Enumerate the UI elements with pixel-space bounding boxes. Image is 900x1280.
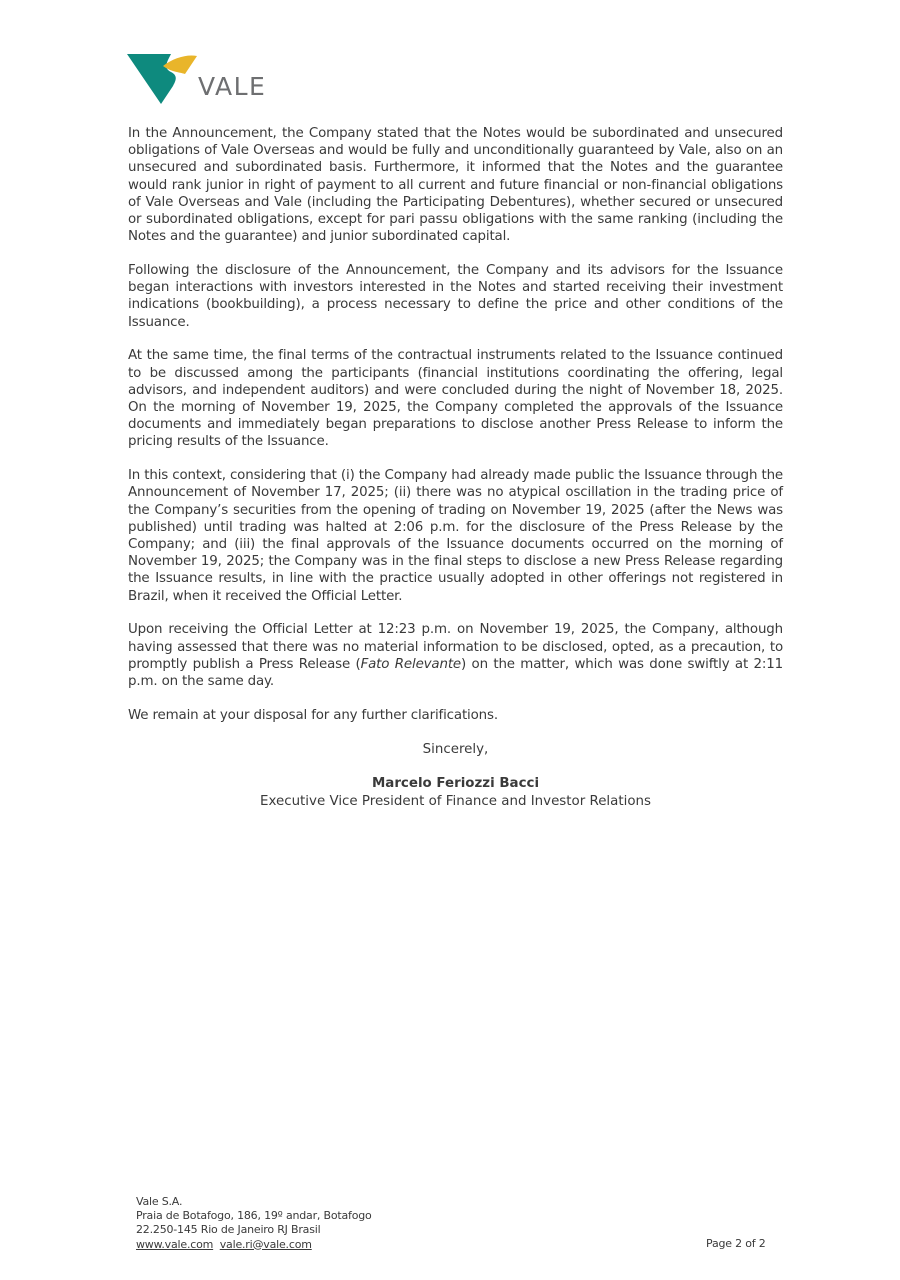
closing-salutation: Sincerely, (422, 741, 489, 757)
paragraph-bookbuilding: Following the disclosure of the Announcement, the Company and its advisors for the Issuance began interactions with investors interested in the Notes and started receiving their investment indications (bookbuilding), a process necessary to define the price and other conditions of the Issuance. (128, 263, 783, 330)
paragraph-context: In this context, considering that (i) the Company had already made public the Issuance through the Announcement of November 17, 2025; (ii) there was no atypical oscillation in the trading price of the Company’s securities from the opening of trading on November 19, 2025 (after the News was published) until trading was halted at 2:06 p.m. for the disclosure of the Press Release by the Company; and (iii) the final approvals of the Issuance documents occurred on the morning of November 19, 2025; the Company was in the final steps to disclose a new Press Release regarding the Issuance results, in line with the practice usually adopted in other offerings not registered in Brazil, when it received the Official Letter. (128, 468, 783, 604)
paragraph-announcement: In the Announcement, the Company stated that the Notes would be subordinated and unsecured obligations of Vale Overseas and would be fully and unconditionally guaranteed by Vale, also on an unsecured and subordinated basis. Furthermore, it informed that the Notes and the guarantee would rank junior in right of payment to all current and future financial or non-financial obligations of Vale Overseas and Vale (including the Participating Debentures), whether secured or unsecured or subordinated obligations, except for pari passu obligations with the same ranking (including the Notes and the guarantee) and junior subordinated capital. (128, 126, 783, 245)
signer-title: Executive Vice President of Finance and Investor Relations (260, 793, 651, 809)
footer-links (136, 1238, 372, 1252)
footer-address (136, 1195, 372, 1252)
footer-address-line1: Praia de Botafogo, 186, 19º andar, Botafogo (136, 1209, 372, 1223)
paragraph-official-letter-part2: ) on the matter, which was done swiftly at 2:11 p.m. on the same day. (128, 656, 783, 690)
paragraph-contractual-terms: At the same time, the final terms of the contractual instruments related to the Issuance continued to be discussed among the participants (financial institutions coordinating the offering, legal advisors, and independent auditors) and were concluded during the night of November 18, 2025. On the morning of November 19, 2025, the Company completed the approvals of the Issuance documents and immediately began preparations to disclose another Press Release to inform the pricing results of the Issuance. (128, 348, 783, 450)
paragraph-closing-remark: We remain at your disposal for any further clarifications. (128, 707, 498, 723)
letter-body (128, 125, 783, 811)
logo-wordmark: VALE (198, 72, 267, 101)
fato-relevante-italic: Fato Relevante (360, 656, 462, 672)
footer-address-line2: 22.250-145 Rio de Janeiro RJ Brasil (136, 1223, 321, 1237)
paragraph-official-letter (128, 621, 783, 690)
signer-name: Marcelo Feriozzi Bacci (371, 775, 540, 791)
website-link[interactable]: www.vale.com (136, 1237, 214, 1251)
email-link[interactable]: vale.ri@vale.com (219, 1237, 312, 1251)
vale-logo (127, 52, 267, 108)
paragraph-official-letter-part1: Upon receiving the Official Letter at 12:23 p.m. on November 19, 2025, the Company, although having assessed that there was no material information to be disclosed, opted, as a precaution, to promptly publish a Press Release ( (128, 622, 783, 672)
footer-company: Vale S.A. (136, 1195, 183, 1208)
logo-teal-shape (127, 54, 176, 104)
vale-logo-mark (127, 52, 199, 106)
page-number: Page 2 of 2 (706, 1237, 766, 1250)
